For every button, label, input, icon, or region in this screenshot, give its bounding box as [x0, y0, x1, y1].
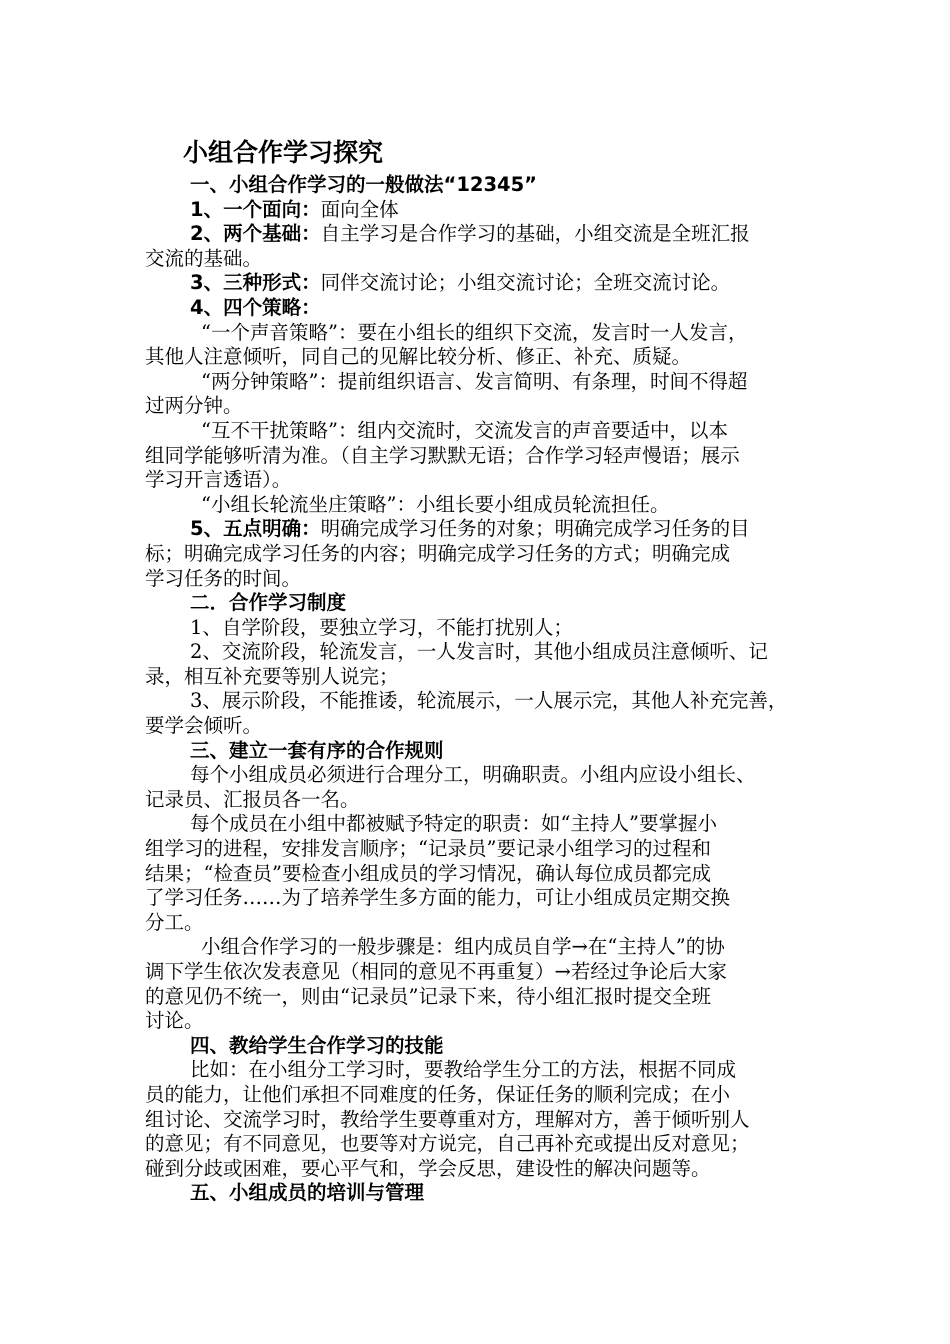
- section-4-heading: 四、教给学生合作学习的技能: [190, 1033, 444, 1057]
- para-4-line-3: 组讨论、交流学习时，教给学生要尊重对方，理解对方，善于倾听别人: [145, 1107, 750, 1131]
- section-1-heading: 一、小组合作学习的一般做法“12345”: [190, 173, 537, 196]
- rule-3-line-2: 要学会倾听。: [145, 714, 263, 738]
- rule-3-line-1: 3、展示阶段，不能推诿，轮流展示，一人展示完，其他人补充完善，: [190, 689, 788, 713]
- strategy-1-line-2: 其他人注意倾听，同自己的见解比较分析、修正、补充、质疑。: [145, 345, 692, 369]
- point-5: [145, 517, 815, 542]
- point-5-cont-1: 标；明确完成学习任务的内容；明确完成学习任务的方式；明确完成: [145, 541, 731, 565]
- para-3b-line-3: 结果；“检查员”要检查小组成员的学习情况，确认每位成员都完成: [145, 861, 711, 885]
- para-3a-line-2: 记录员、汇报员各一名。: [145, 787, 360, 811]
- point-3: [145, 271, 815, 296]
- point-2-label: 2、两个基础：: [190, 222, 321, 246]
- section-2-heading: 二．合作学习制度: [190, 591, 347, 615]
- strategy-1-line-1: “一个声音策略”：要在小组长的组织下交流，发言时一人发言，: [201, 320, 748, 344]
- para-4-line-1: 比如：在小组分工学习时，要教给学生分工的方法，根据不同成: [190, 1058, 737, 1082]
- point-1-text: 面向全体: [320, 197, 399, 221]
- para-4-line-5: 碰到分歧或困难，要心平气和，学会反思，建设性的解决问题等。: [145, 1156, 711, 1180]
- para-4-line-2: 员的能力，让他们承担不同难度的任务，保证任务的顺利完成；在小: [145, 1082, 731, 1106]
- strategy-2-line-2: 过两分钟。: [145, 394, 243, 418]
- point-3-text: 同伴交流讨论；小组交流讨论；全班交流讨论。: [320, 271, 731, 295]
- section-5-heading: 五、小组成员的培训与管理: [190, 1181, 425, 1205]
- para-4-line-4: 的意见；有不同意见，也要等对方说完，自己再补充或提出反对意见；: [145, 1132, 750, 1156]
- para-3b-line-4: 了学习任务……为了培养学生多方面的能力，可让小组成员定期交换: [145, 886, 731, 910]
- strategy-3-line-2: 组同学能够听清为准。（自主学习默默无语；合作学习轻声慢语；展示: [145, 443, 740, 467]
- para-3b-line-1: 每个成员在小组中都被赋予特定的职责：如“主持人”要掌握小: [190, 812, 717, 836]
- point-1: [145, 198, 815, 223]
- strategy-3-line-1: “互不干扰策略”：组内交流时，交流发言的声音要适中，以本: [201, 418, 728, 442]
- para-3c-line-1: 小组合作学习的一般步骤是：组内成员自学→在“主持人”的协: [201, 935, 725, 959]
- para-3c-line-3: 的意见仍不统一，则由“记录员”记录下来，待小组汇报时提交全班: [145, 984, 711, 1008]
- point-5-label: 5、五点明确：: [190, 517, 321, 541]
- point-5-cont-2: 学习任务的时间。: [145, 566, 302, 590]
- point-2-text: 自主学习是合作学习的基础，小组交流是全班汇报: [320, 222, 750, 246]
- point-3-label: 3、三种形式：: [190, 271, 321, 295]
- point-2-cont: 交流的基础。: [145, 246, 263, 270]
- para-3b-line-2: 组学习的进程，安排发言顺序；“记录员”要记录小组学习的过程和: [145, 837, 711, 861]
- document-body: [145, 133, 815, 1206]
- para-3b-line-5: 分工。: [145, 910, 204, 934]
- point-2: [145, 222, 815, 247]
- rule-1: 1、自学阶段，要独立学习，不能打扰别人；: [190, 615, 573, 639]
- strategy-4-line-1: “小组长轮流坐庄策略”：小组长要小组成员轮流担任。: [201, 492, 670, 516]
- para-3c-line-2: 调下学生依次发表意见（相同的意见不再重复）→若经过争论后大家: [145, 960, 727, 983]
- point-1-label: 1、一个面向：: [190, 197, 321, 221]
- page-title: 小组合作学习探究: [183, 138, 384, 167]
- point-5-text: 明确完成学习任务的对象；明确完成学习任务的目: [320, 517, 750, 541]
- point-4-label: 4、四个策略：: [190, 295, 321, 319]
- strategy-2-line-1: “两分钟策略”：提前组织语言、发言简明、有条理，时间不得超: [201, 369, 748, 393]
- para-3c-line-4: 讨论。: [145, 1009, 204, 1033]
- strategy-3-line-3: 学习开言透语）。: [145, 468, 292, 492]
- para-3a-line-1: 每个小组成员必须进行合理分工，明确职责。小组内应设小组长、: [190, 763, 756, 787]
- section-3-heading: 三、建立一套有序的合作规则: [190, 738, 444, 762]
- rule-2-line-2: 录，相互补充要等别人说完；: [145, 664, 399, 688]
- rule-2-line-1: 2、交流阶段，轮流发言，一人发言时，其他小组成员注意倾听、记: [190, 640, 768, 664]
